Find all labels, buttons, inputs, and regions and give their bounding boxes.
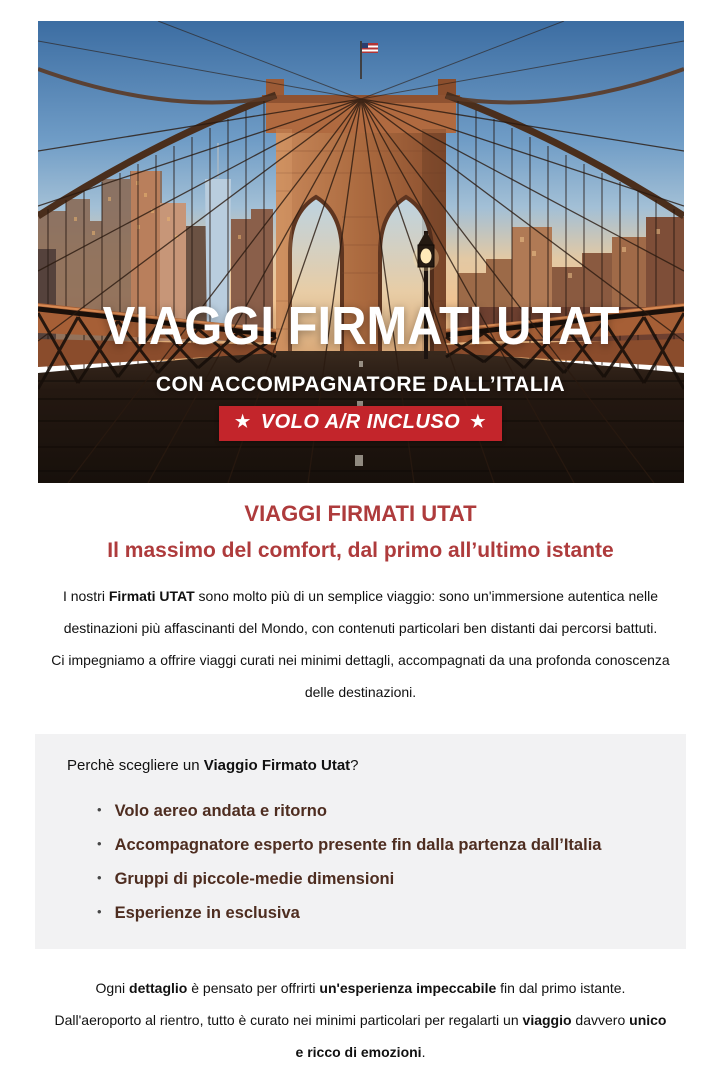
list-item: • Volo aereo andata e ritorno (97, 802, 327, 820)
bullet-icon: • (97, 802, 102, 817)
why-question: Perchè scegliere un Viaggio Firmato Utat? (67, 757, 359, 774)
intro-paragraph: I nostri Firmati UTAT sono molto più di un semplice viaggio: sono un'immersione autentica nelle destinazioni più affascinanti del Mondo, con contenuti particolari ben distanti dai percorsi battuti. Ci impegniamo a offrire viaggi curati nei minimi dettagli, accompagnati da una profonda conoscenza delle destinazioni. (51, 588, 670, 700)
star-icon: ★ (470, 412, 486, 431)
flight-included-badge (219, 406, 502, 441)
flag-icon (362, 43, 378, 53)
list-item: • Gruppi di piccole-medie dimensioni (97, 870, 395, 888)
bullet-icon: • (97, 836, 102, 851)
list-item: • Accompagnatore esperto presente fin dalla partenza dall’Italia (97, 836, 602, 854)
outro-paragraph: Ogni dettaglio è pensato per offrirti un'esperienza impeccabile fin dal primo istante. Dall'aeroporto al rientro, tutto è curato nei minimi particolari per regalarti un viaggio davvero unico e ricco di emozioni. (54, 980, 667, 1060)
list-item: • Esperienze in esclusiva (97, 904, 300, 922)
hero-subtitle: CON ACCOMPAGNATORE DALL’ITALIA (155, 373, 566, 396)
star-icon: ★ (235, 412, 251, 431)
page-title: VIAGGI FIRMATI UTAT (244, 501, 477, 526)
hero-image (38, 21, 684, 483)
bullet-icon: • (97, 870, 102, 885)
why-choose-box (35, 734, 686, 949)
flight-badge-label: VOLO A/R INCLUSO (260, 411, 461, 433)
benefits-list (97, 801, 654, 924)
bullet-icon: • (97, 904, 102, 919)
page-subtitle: Il massimo del comfort, dal primo all’ultimo istante (107, 539, 614, 562)
hero-title: VIAGGI FIRMATI UTAT (102, 296, 619, 357)
